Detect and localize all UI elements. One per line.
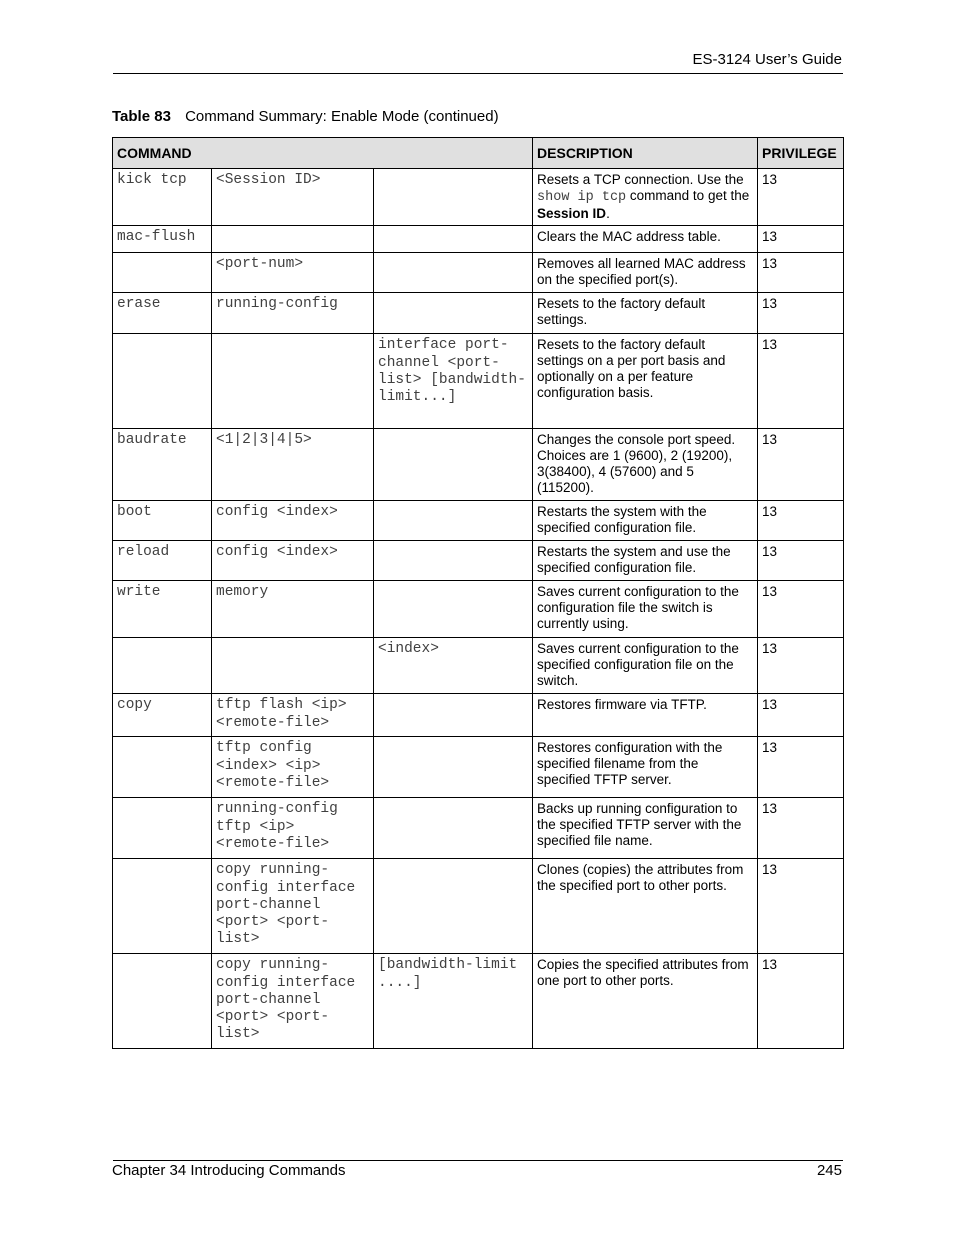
option-cell: [374, 541, 533, 581]
option-cell: [374, 859, 533, 954]
argument-cell: <Session ID>: [212, 169, 374, 226]
option-cell: [374, 293, 533, 334]
table-row: [113, 954, 844, 1049]
privilege-cell: 13: [758, 638, 844, 694]
description-cell: Resets to the factory default settings.: [533, 293, 758, 334]
privilege-cell: 13: [758, 694, 844, 737]
privilege-cell: 13: [758, 581, 844, 638]
argument-cell: [212, 226, 374, 253]
table-row: [113, 169, 844, 226]
privilege-cell: 13: [758, 954, 844, 1049]
argument-cell: running-config tftp <ip> <remote-file>: [212, 798, 374, 859]
command-cell: mac-flush: [113, 226, 212, 253]
description-cell: [533, 169, 758, 226]
option-cell: [374, 253, 533, 293]
description-cell: Restarts the system with the specified configuration file.: [533, 501, 758, 541]
description-cell: Copies the specified attributes from one port to other ports.: [533, 954, 758, 1049]
description-text: Resets a TCP connection. Use the: [537, 172, 744, 187]
privilege-cell: 13: [758, 541, 844, 581]
option-cell: [374, 694, 533, 737]
option-cell: interface port-channel <port-list> [bandwidth-limit...]: [374, 334, 533, 429]
description-cell: Restores firmware via TFTP.: [533, 694, 758, 737]
table-row: [113, 638, 844, 694]
table-row: [113, 429, 844, 501]
table-row: [113, 694, 844, 737]
description-cell: Saves current configuration to the configuration file the switch is currently using.: [533, 581, 758, 638]
privilege-cell: 13: [758, 293, 844, 334]
command-cell: boot: [113, 501, 212, 541]
option-cell: [374, 737, 533, 798]
command-cell: [113, 253, 212, 293]
table-caption-title: Command Summary: Enable Mode (continued): [185, 108, 499, 125]
header-command: COMMAND: [113, 138, 533, 169]
option-cell: [374, 429, 533, 501]
description-cell: Resets to the factory default settings on a per port basis and optionally on a per feature configuration basis.: [533, 334, 758, 429]
description-cell: Backs up running configuration to the specified TFTP server with the specified file name.: [533, 798, 758, 859]
table-header-row: [113, 138, 844, 169]
argument-cell: copy running-config interface port-channel <port> <port-list>: [212, 954, 374, 1049]
command-cell: [113, 954, 212, 1049]
privilege-cell: 13: [758, 429, 844, 501]
description-text: command to get the: [626, 187, 750, 203]
table-row: [113, 581, 844, 638]
description-cell: Restores configuration with the specified filename from the specified TFTP server.: [533, 737, 758, 798]
argument-cell: [212, 334, 374, 429]
inline-command: show ip tcp: [537, 189, 627, 205]
description-cell: Clones (copies) the attributes from the specified port to other ports.: [533, 859, 758, 954]
command-cell: [113, 737, 212, 798]
option-cell: [bandwidth-limit ....]: [374, 954, 533, 1049]
option-cell: [374, 798, 533, 859]
argument-cell: <port-num>: [212, 253, 374, 293]
command-cell: erase: [113, 293, 212, 334]
command-cell: reload: [113, 541, 212, 581]
privilege-cell: 13: [758, 798, 844, 859]
argument-cell: memory: [212, 581, 374, 638]
command-cell: [113, 859, 212, 954]
table-row: [113, 737, 844, 798]
argument-cell: config <index>: [212, 501, 374, 541]
option-cell: [374, 581, 533, 638]
description-cell: Restarts the system and use the specified configuration file.: [533, 541, 758, 581]
argument-cell: [212, 638, 374, 694]
privilege-cell: 13: [758, 226, 844, 253]
privilege-cell: 13: [758, 737, 844, 798]
command-cell: copy: [113, 694, 212, 737]
header-privilege: PRIVILEGE: [758, 138, 844, 169]
option-cell: <index>: [374, 638, 533, 694]
table-caption-label: Table 83: [112, 108, 171, 125]
command-cell: [113, 334, 212, 429]
argument-cell: <1|2|3|4|5>: [212, 429, 374, 501]
footer-divider: [113, 1160, 843, 1161]
table-row: [113, 501, 844, 541]
command-cell: baudrate: [113, 429, 212, 501]
table-row: [113, 334, 844, 429]
argument-cell: tftp flash <ip> <remote-file>: [212, 694, 374, 737]
argument-cell: tftp config <index> <ip> <remote-file>: [212, 737, 374, 798]
privilege-cell: 13: [758, 501, 844, 541]
privilege-cell: 13: [758, 169, 844, 226]
argument-cell: running-config: [212, 293, 374, 334]
table-row: [113, 226, 844, 253]
option-cell: [374, 226, 533, 253]
table-row: [113, 541, 844, 581]
page-number: 245: [816, 1162, 842, 1179]
option-cell: [374, 501, 533, 541]
command-cell: kick tcp: [113, 169, 212, 226]
table-row: [113, 253, 844, 293]
table-row: [113, 798, 844, 859]
command-cell: [113, 798, 212, 859]
argument-cell: config <index>: [212, 541, 374, 581]
privilege-cell: 13: [758, 334, 844, 429]
table-row: [113, 859, 844, 954]
header-description: DESCRIPTION: [533, 138, 758, 169]
description-cell: Removes all learned MAC address on the specified port(s).: [533, 253, 758, 293]
description-cell: Changes the console port speed. Choices are 1 (9600), 2 (19200), 3(38400), 4 (57600) and 5 (115200).: [533, 429, 758, 501]
command-summary-table: [112, 137, 844, 1049]
table-caption: [112, 108, 499, 125]
chapter-title: Chapter 34 Introducing Commands: [112, 1162, 346, 1179]
header-divider: [113, 73, 843, 74]
privilege-cell: 13: [758, 253, 844, 293]
command-cell: write: [113, 581, 212, 638]
command-cell: [113, 638, 212, 694]
option-cell: [374, 169, 533, 226]
table-row: [113, 293, 844, 334]
description-cell: Saves current configuration to the specified configuration file on the switch.: [533, 638, 758, 694]
description-text: .: [606, 205, 610, 221]
privilege-cell: 13: [758, 859, 844, 954]
emphasis-text: Session ID: [537, 205, 607, 221]
argument-cell: copy running-config interface port-channel <port> <port-list>: [212, 859, 374, 954]
description-cell: Clears the MAC address table.: [533, 226, 758, 253]
guide-title: ES-3124 User’s Guide: [692, 51, 842, 68]
